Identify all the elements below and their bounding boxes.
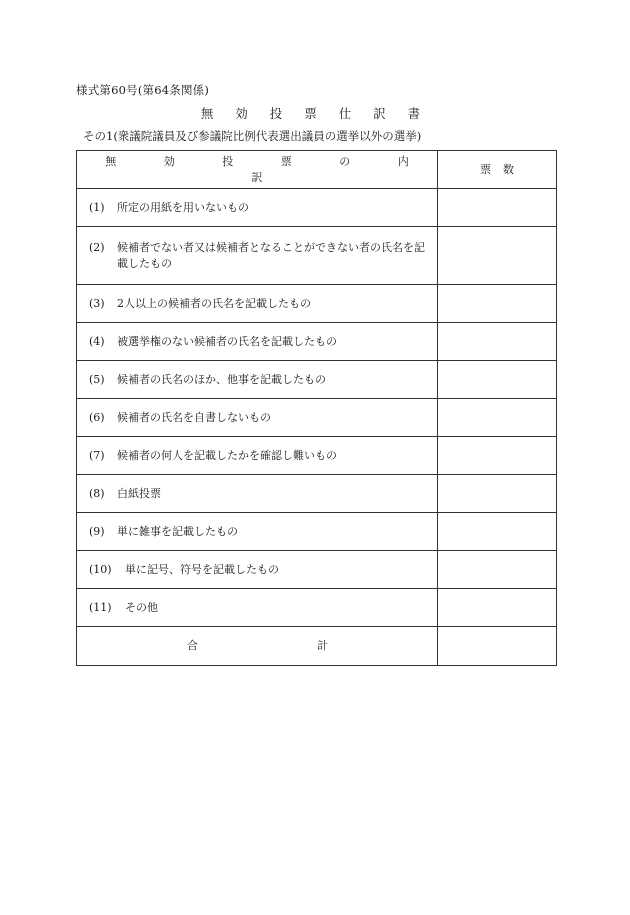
row-description [77,323,438,361]
row-number: (8) [89,486,105,500]
row-number: (1) [89,200,105,214]
row-description [77,437,438,475]
table-row [77,361,557,399]
table-row [77,227,557,285]
row-description [77,475,438,513]
row-description [77,361,438,399]
row-text: 単に記号、符号を記載したもの [125,562,279,576]
vote-count-cell[interactable] [438,551,557,589]
row-description [77,399,438,437]
invalid-vote-table [76,150,557,666]
table-row [77,551,557,589]
row-description [77,227,438,285]
table-row [77,475,557,513]
table-row [77,589,557,627]
vote-count-cell[interactable] [438,475,557,513]
table-row [77,437,557,475]
total-row [77,627,557,666]
row-description [77,551,438,589]
row-number: (5) [89,372,105,386]
vote-count-cell[interactable] [438,513,557,551]
row-text: 候補者でない者又は候補者となることができない者の氏名を記載したもの [117,240,425,270]
table-row [77,399,557,437]
row-description [77,285,438,323]
row-number: (7) [89,448,105,462]
table-row [77,189,557,227]
row-number: (9) [89,524,105,538]
row-text: 2人以上の候補者の氏名を記載したもの [117,296,311,310]
table-header-row [77,151,557,189]
row-description [77,189,438,227]
row-text: 候補者の氏名のほか、他事を記載したもの [117,372,326,386]
table-row [77,513,557,551]
vote-count-cell[interactable] [438,437,557,475]
vote-count-cell[interactable] [438,323,557,361]
row-number: (11) [89,600,112,614]
header-vote-count: 票数 [438,151,557,189]
form-number: 様式第60号(第64条関係) [76,83,210,97]
table-row [77,285,557,323]
row-text: 所定の用紙を用いないもの [117,200,249,214]
row-description [77,513,438,551]
total-label-second: 計 [317,639,328,652]
vote-count-cell[interactable] [438,189,557,227]
row-text: 候補者の氏名を自書しないもの [117,410,271,424]
row-number: (2) [89,240,105,254]
row-number: (6) [89,410,105,424]
row-number: (10) [89,562,112,576]
row-description [77,589,438,627]
vote-count-cell[interactable] [438,361,557,399]
document-subtitle: その1(衆議院議員及び参議院比例代表選出議員の選挙以外の選挙) [83,129,422,143]
row-text: 白紙投票 [117,486,161,500]
total-label-first: 合 [187,639,198,652]
row-number: (3) [89,296,105,310]
vote-count-cell[interactable] [438,399,557,437]
row-number: (4) [89,334,105,348]
row-text: 単に雑事を記載したもの [117,524,238,538]
document-title: 無 効 投 票 仕 訳 書 [200,106,430,121]
table-row [77,323,557,361]
vote-count-cell[interactable] [438,285,557,323]
row-text: 被選挙権のない候補者の氏名を記載したもの [117,334,337,348]
vote-count-cell[interactable] [438,589,557,627]
total-count-cell[interactable] [438,627,557,666]
row-text: その他 [125,600,158,614]
header-breakdown: 無 効 投 票 の 内 訳 [77,151,438,189]
vote-count-cell[interactable] [438,227,557,285]
row-text: 候補者の何人を記載したかを確認し難いもの [117,448,337,462]
total-label-cell [77,627,438,666]
